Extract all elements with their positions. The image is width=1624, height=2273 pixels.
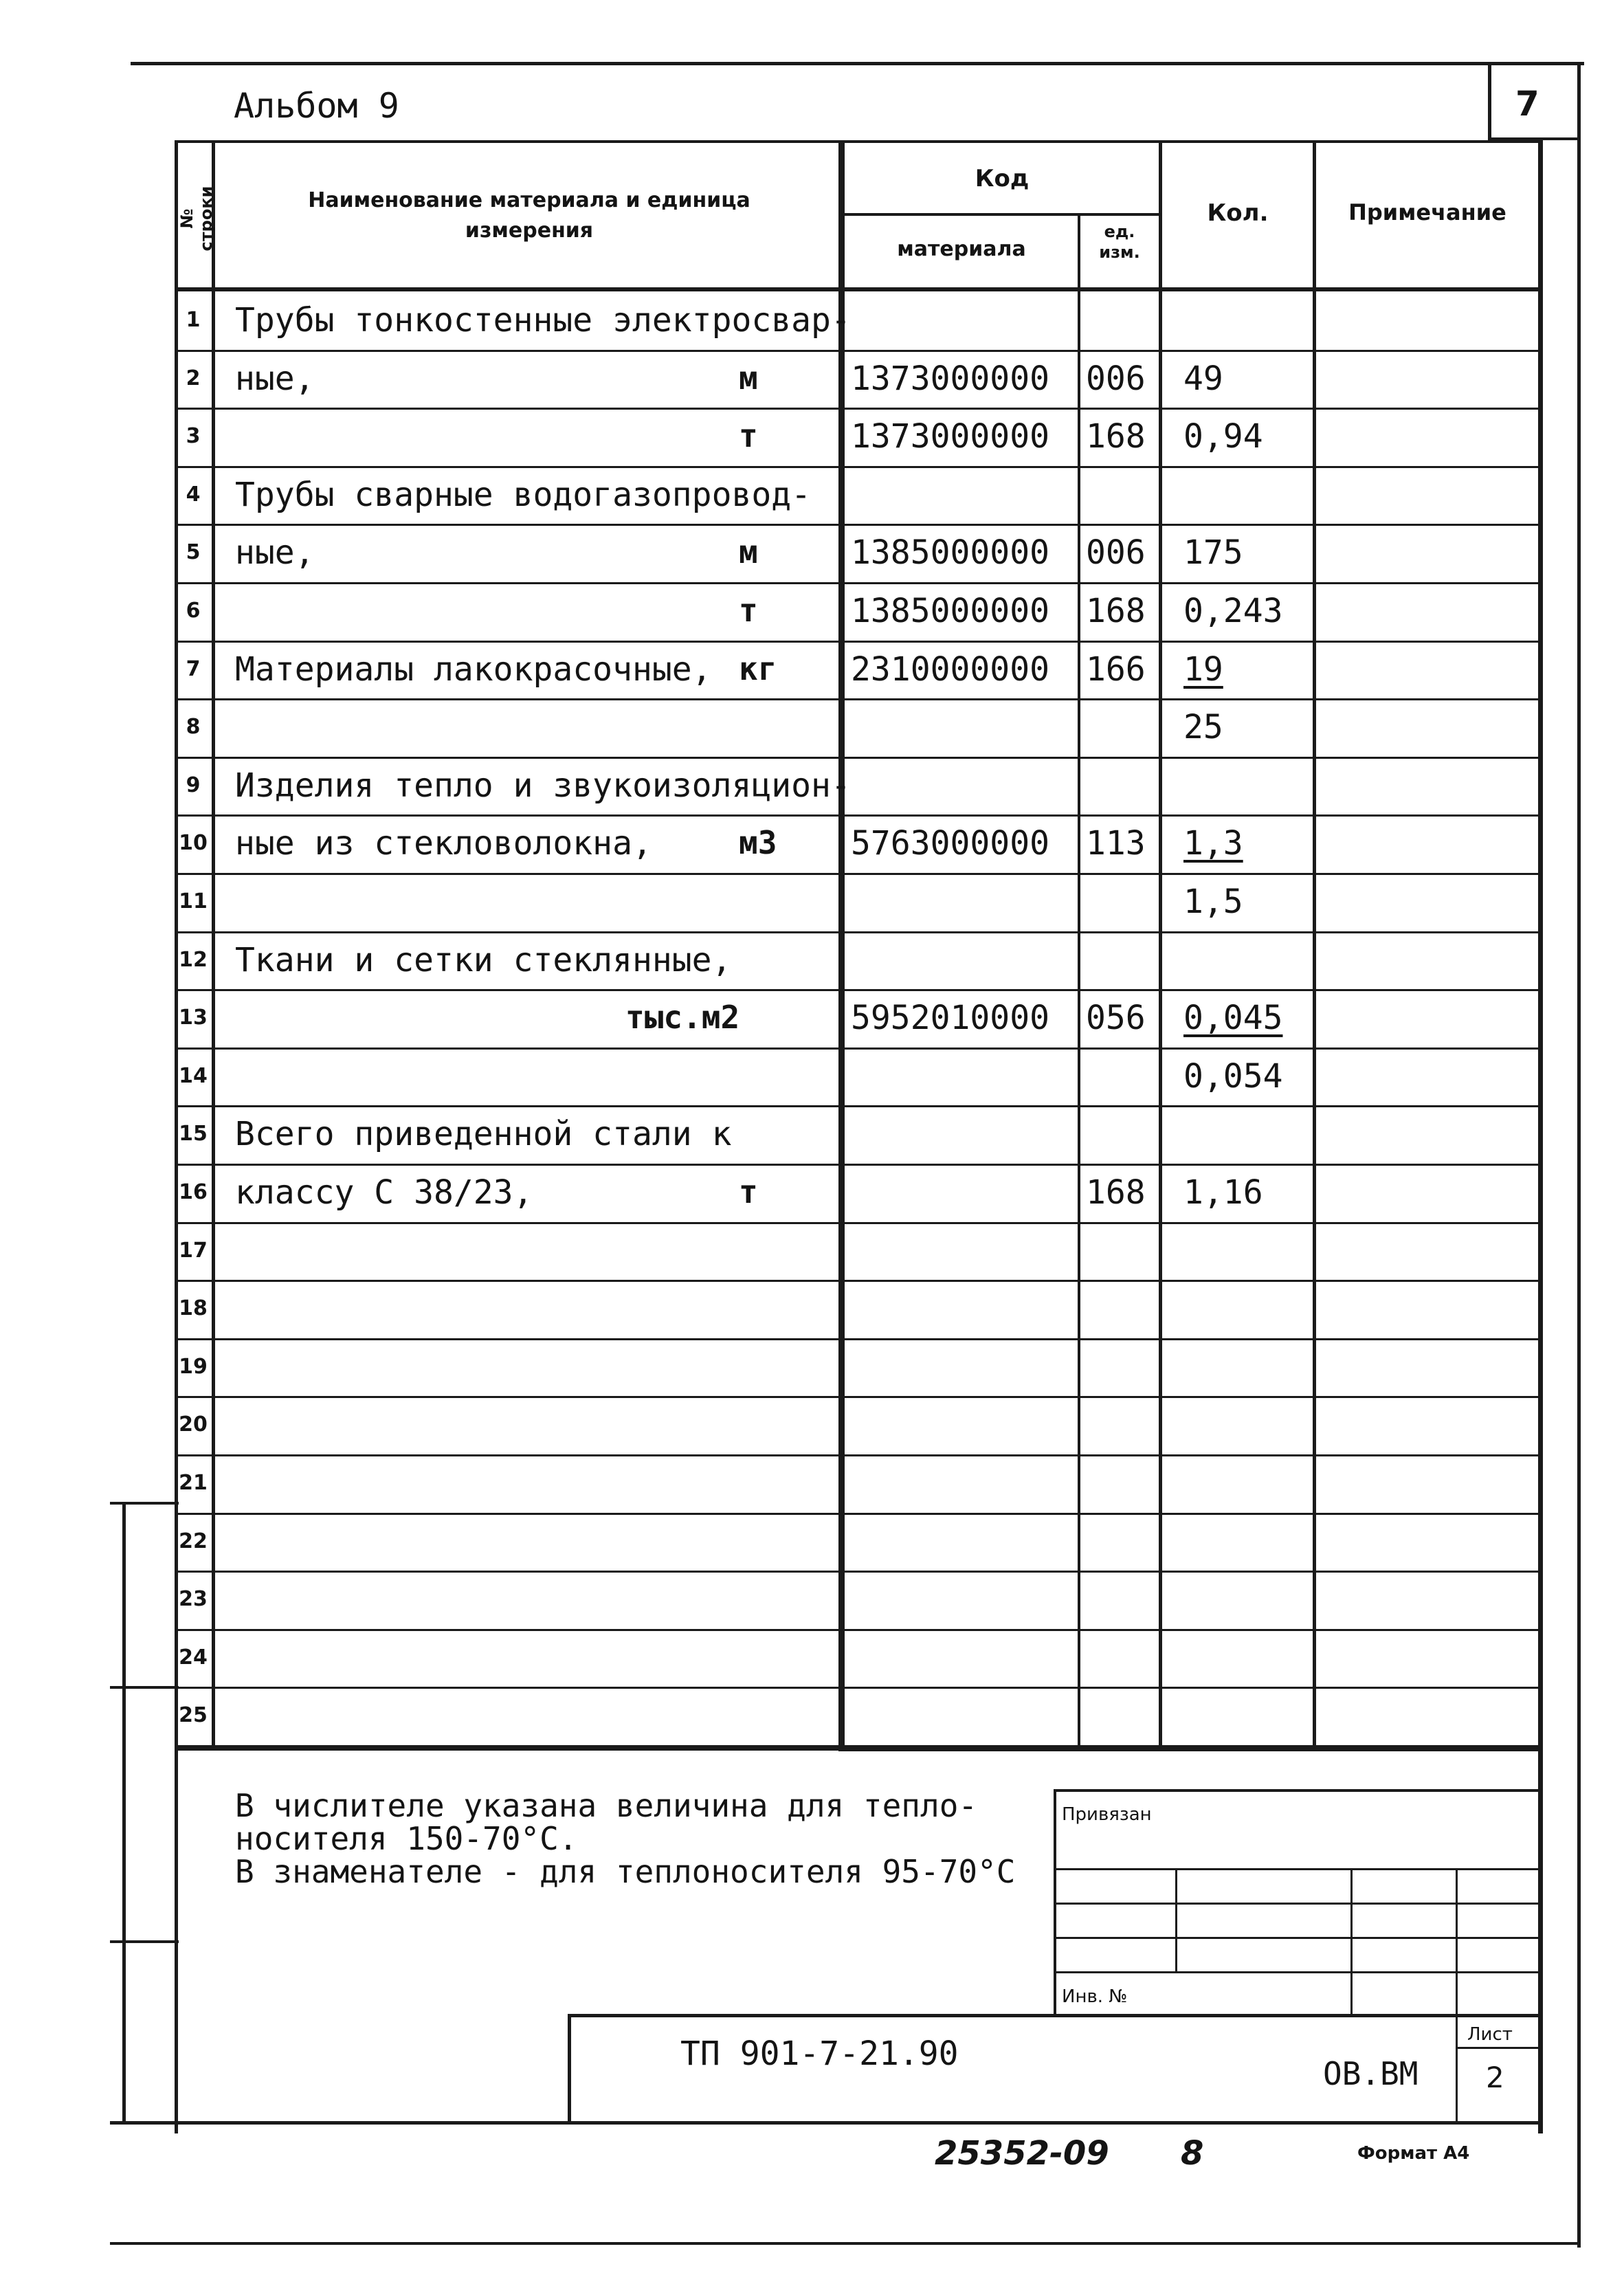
table-row: [0, 1105, 1624, 1163]
table-row: [0, 757, 1624, 814]
row-number: 25: [179, 1703, 208, 1728]
table-row: [0, 291, 1624, 349]
unit-code: 006: [1086, 533, 1146, 573]
unit-code: 168: [1086, 1173, 1146, 1212]
quantity: 49: [1183, 359, 1223, 398]
header-material: материала: [897, 237, 1026, 261]
unit-code: 113: [1086, 824, 1146, 863]
unit-label: м: [739, 533, 758, 571]
table-row: [0, 1513, 1624, 1571]
material-name: ные,: [235, 533, 315, 573]
table-row: [0, 641, 1624, 698]
top-border: [131, 62, 1584, 65]
unit-label: т: [739, 592, 758, 629]
note-area-top: [175, 1749, 1542, 1751]
material-code: 2310000000: [851, 650, 1049, 689]
material-name: Изделия тепло и звукоизоляцион-: [235, 766, 851, 805]
table-row: [0, 1687, 1624, 1744]
unit-code: 056: [1086, 999, 1146, 1038]
quantity: 25: [1183, 708, 1223, 747]
stamp-line-2: [1054, 1903, 1542, 1905]
row-number: 9: [186, 773, 201, 797]
table-row: [0, 350, 1624, 408]
table-row: [0, 1629, 1624, 1687]
unit-code: 168: [1086, 592, 1146, 630]
table-row: [0, 1047, 1624, 1105]
title-block-top: [568, 2014, 1542, 2017]
material-name: Ткани и сетки стеклянные,: [235, 940, 732, 979]
quantity: 0,045: [1183, 999, 1283, 1038]
table-row: [0, 466, 1624, 524]
doc-code: ТП 901-7-21.90: [680, 2034, 959, 2073]
sheet-box-left: [1456, 2014, 1458, 2124]
row-number: 15: [179, 1122, 208, 1146]
table-row: [0, 1396, 1624, 1454]
header-qty: Кол.: [1207, 199, 1269, 227]
row-number: 5: [186, 540, 201, 565]
material-code: 1373000000: [851, 417, 1049, 456]
unit-code: 166: [1086, 650, 1146, 689]
quantity: 19: [1183, 650, 1223, 689]
material-code: 1373000000: [851, 359, 1049, 398]
sheet-box-divider: [1456, 2047, 1542, 2049]
material-name: ные из стекловолокна,: [235, 824, 652, 863]
row-number: 24: [179, 1645, 208, 1670]
table-row: [0, 582, 1624, 640]
unit-label: тыс.м2: [625, 999, 740, 1036]
privyazan-label: Привязан: [1062, 1804, 1152, 1825]
row-number: 22: [179, 1529, 208, 1553]
material-code: 1385000000: [851, 533, 1049, 573]
quantity: 0,94: [1183, 417, 1263, 456]
unit-label: м3: [739, 824, 777, 862]
quantity: 0,054: [1183, 1056, 1283, 1096]
row-number: 11: [179, 889, 208, 913]
stamp-vline-2: [1350, 1868, 1353, 2016]
stamp-line-4: [1054, 1971, 1542, 1973]
stamp-line-1: [1054, 1868, 1542, 1870]
footnote-line-1: В числителе указана величина для тепло-: [235, 1787, 978, 1824]
inv-no-label: Инв. №: [1062, 1986, 1128, 2007]
bottom-border: [110, 2242, 1581, 2245]
header-code: Код: [975, 165, 1030, 192]
format-label: Формат А4: [1357, 2143, 1470, 2164]
table-row: [0, 873, 1624, 931]
material-code: 5763000000: [851, 824, 1049, 863]
row-number: 3: [186, 424, 201, 449]
page-number: 7: [1515, 84, 1539, 124]
row-number: 4: [186, 482, 201, 507]
order-number: 25352-09: [935, 2134, 1109, 2173]
unit-code: 168: [1086, 417, 1146, 456]
table-row: [0, 1454, 1624, 1512]
row-number: 21: [179, 1471, 208, 1495]
code-subheader-line: [838, 213, 1161, 216]
quantity: 175: [1183, 533, 1243, 573]
footnote-line-2: носителя 150-70°С.: [235, 1820, 578, 1857]
row-number: 8: [186, 715, 201, 740]
table-row: [0, 1222, 1624, 1280]
header-note: Примечание: [1348, 199, 1506, 225]
page-number-box-left: [1488, 62, 1491, 137]
unit-label: т: [739, 1173, 758, 1210]
binding-line-1: [122, 1502, 126, 2124]
row-number: 7: [186, 656, 201, 681]
row-number: 19: [179, 1354, 208, 1379]
row-number: 20: [179, 1412, 208, 1437]
header-unit: ед. изм.: [1099, 222, 1140, 262]
footnote-line-3: В знаменателе - для теплоносителя 95-70°С: [235, 1853, 1016, 1890]
row-number: 1: [186, 308, 201, 332]
material-name: классу С 38/23,: [235, 1173, 533, 1212]
table-row: [0, 408, 1624, 465]
order-sheet: 8: [1181, 2134, 1204, 2173]
row-number: 18: [179, 1296, 208, 1321]
material-name: Материалы лакокрасочные,: [235, 650, 712, 689]
row-number: 17: [179, 1238, 208, 1263]
unit-label: т: [739, 417, 758, 455]
stamp-line-3: [1054, 1937, 1542, 1939]
row-number: 14: [179, 1063, 208, 1088]
table-row: [0, 524, 1624, 581]
row-number: 23: [179, 1587, 208, 1612]
table-row: [0, 814, 1624, 872]
material-name: Трубы тонкостенные электросвар-: [235, 301, 851, 340]
quantity: 1,3: [1183, 824, 1243, 863]
header-row-number: № строки: [177, 186, 216, 252]
stamp-vline-3: [1456, 1868, 1458, 2016]
row-number: 16: [179, 1180, 208, 1204]
table-row: [0, 989, 1624, 1047]
row-number: 12: [179, 947, 208, 972]
sheet-label: Лист: [1467, 2024, 1513, 2045]
sheet-value: 2: [1486, 2061, 1504, 2094]
album-label: Альбом 9: [234, 86, 399, 126]
material-name: Всего приведенной стали к: [235, 1115, 732, 1154]
table-row: [0, 1280, 1624, 1338]
table-row: [0, 931, 1624, 989]
material-name: ные,: [235, 359, 315, 398]
binding-tick-3: [110, 1940, 179, 1943]
quantity: 1,16: [1183, 1173, 1263, 1212]
title-block-bottom: [110, 2121, 1542, 2125]
table-row: [0, 1338, 1624, 1396]
material-code: 5952010000: [851, 999, 1049, 1038]
header-name: Наименование материала и единица измерения: [308, 188, 750, 243]
section-code: ОВ.ВМ: [1323, 2055, 1419, 2092]
unit-label: кг: [739, 650, 777, 687]
stamp-vline-1: [1175, 1868, 1177, 1971]
title-block-left: [568, 2014, 571, 2124]
quantity: 0,243: [1183, 592, 1283, 630]
table-row: [0, 698, 1624, 756]
row-number: 2: [186, 366, 201, 390]
row-number: 6: [186, 599, 201, 623]
material-name: Трубы сварные водогазопровод-: [235, 475, 812, 514]
unit-code: 006: [1086, 359, 1146, 398]
binding-tick-1: [110, 1502, 179, 1505]
unit-label: м: [739, 359, 758, 397]
row-line: [175, 1745, 1542, 1747]
row-number: 10: [179, 831, 208, 856]
table-row: [0, 1164, 1624, 1221]
quantity: 1,5: [1183, 883, 1243, 921]
binding-tick-2: [110, 1686, 179, 1689]
material-code: 1385000000: [851, 592, 1049, 630]
table-row: [0, 1571, 1624, 1628]
stamp-top-border: [1054, 1789, 1542, 1792]
row-number: 13: [179, 1006, 208, 1030]
table-top-border: [175, 140, 1542, 143]
